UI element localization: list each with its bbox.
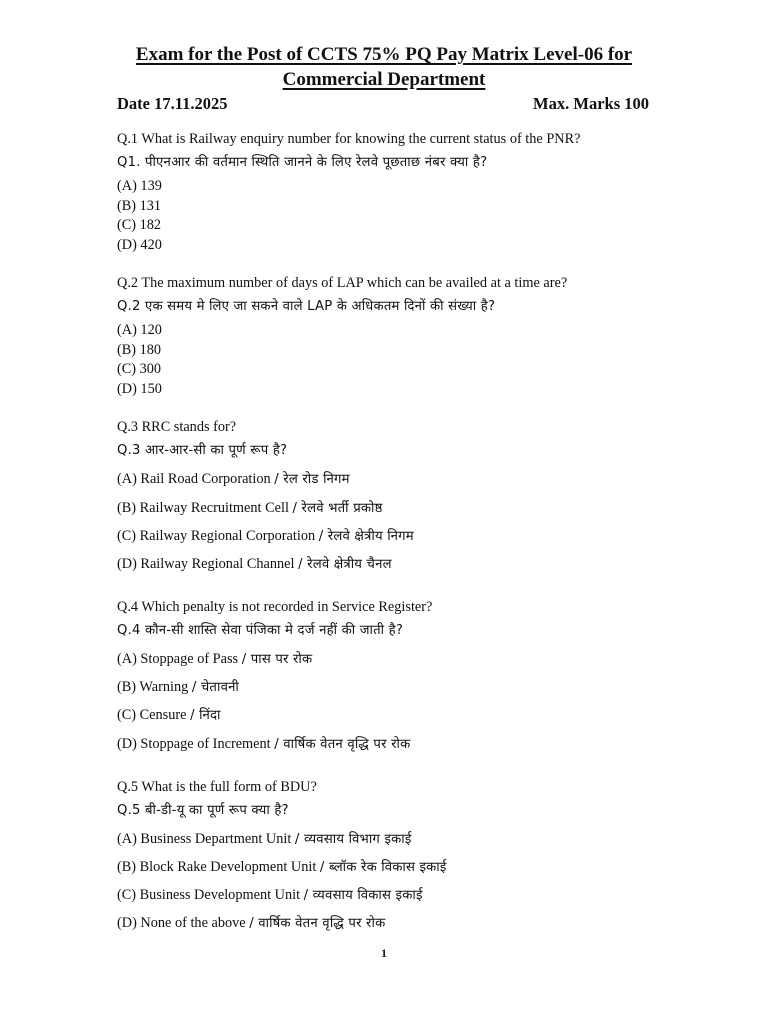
option-hindi: / वार्षिक वेतन वृद्धि पर रोक <box>274 737 411 752</box>
question-2-option-a: (A) 120 <box>117 322 162 338</box>
option-hindi: / वार्षिक वेतन वृद्धि पर रोक <box>249 916 386 931</box>
question-1-english: Q.1 What is Railway enquiry number for knowing the current status of the PNR? <box>117 131 581 147</box>
option-english: (D) None of the above <box>117 915 246 931</box>
option-hindi: / रेलवे क्षेत्रीय चैनल <box>298 557 392 572</box>
option-hindi: / व्यवसाय विकास इकाई <box>303 888 423 903</box>
question-3-option-c <box>117 527 414 546</box>
option-english: (A) Business Department Unit <box>117 831 292 847</box>
option-hindi: / रेलवे भर्ती प्रकोष्ठ <box>292 501 383 516</box>
option-english: (B) Warning <box>117 679 189 695</box>
exam-date: Date 17.11.2025 <box>117 94 228 113</box>
question-4-hindi: Q.4 कौन-सी शास्ति सेवा पंजिका मे दर्ज नहीं की जाती है? <box>117 623 404 638</box>
question-2-option-b: (B) 180 <box>117 342 162 358</box>
question-1-option-a: (A) 139 <box>117 178 162 194</box>
question-3-hindi: Q.3 आर-आर-सी का पूर्ण रूप है? <box>117 443 288 458</box>
option-english: (C) Censure <box>117 707 187 723</box>
question-4-option-a <box>117 650 312 669</box>
option-english: (D) Railway Regional Channel <box>117 556 295 572</box>
question-2-english: Q.2 The maximum number of days of LAP which can be availed at a time are? <box>117 275 568 291</box>
option-hindi: / व्यवसाय विभाग इकाई <box>294 832 412 847</box>
option-hindi: / रेलवे क्षेत्रीय निगम <box>318 529 414 544</box>
question-3-english: Q.3 RRC stands for? <box>117 419 237 435</box>
option-hindi: / ब्लॉक रेक विकास इकाई <box>319 860 447 875</box>
question-4-option-c <box>117 706 221 725</box>
option-english: (C) Railway Regional Corporation <box>117 528 316 544</box>
option-hindi: / पास पर रोक <box>241 652 313 667</box>
max-marks: Max. Marks 100 <box>533 94 649 113</box>
question-4-english: Q.4 Which penalty is not recorded in Service Register? <box>117 599 433 615</box>
question-3-option-d <box>117 555 392 574</box>
question-1-option-d: (D) 420 <box>117 237 162 253</box>
option-english: (B) Block Rake Development Unit <box>117 859 317 875</box>
exam-title-line-1: Exam for the Post of CCTS 75% PQ Pay Matrix Level-06 for <box>135 44 633 65</box>
question-2-hindi: Q.2 एक समय मे लिए जा सकने वाले LAP के अधिकतम दिनों की संख्या है? <box>117 299 496 314</box>
question-4-option-b <box>117 678 239 697</box>
question-2-option-c: (C) 300 <box>117 361 162 377</box>
page-number: 1 <box>381 948 387 960</box>
option-english: (B) Railway Recruitment Cell <box>117 500 289 516</box>
question-2-option-d: (D) 150 <box>117 381 162 397</box>
question-5-option-b <box>117 858 447 877</box>
question-1-option-b: (B) 131 <box>117 198 162 214</box>
question-5-option-a <box>117 830 412 849</box>
option-english: (A) Rail Road Corporation <box>117 471 271 487</box>
option-english: (C) Business Development Unit <box>117 887 301 903</box>
question-3-option-a <box>117 470 350 489</box>
question-5-option-d <box>117 914 385 933</box>
option-hindi: / चेतावनी <box>191 680 240 695</box>
question-4-option-d <box>117 735 410 754</box>
question-1-option-c: (C) 182 <box>117 217 162 233</box>
question-5-option-c <box>117 886 423 905</box>
option-hindi: / रेल रोड निगम <box>274 472 350 487</box>
question-5-english: Q.5 What is the full form of BDU? <box>117 779 317 795</box>
exam-title-line-2: Commercial Department <box>282 69 486 90</box>
option-hindi: / निंदा <box>190 708 221 723</box>
option-english: (D) Stoppage of Increment <box>117 736 271 752</box>
question-1-hindi: Q1. पीएनआर की वर्तमान स्थिति जानने के लिए रेलवे पूछताछ नंबर क्या है? <box>117 155 488 170</box>
question-3-option-b <box>117 499 383 518</box>
option-english: (A) Stoppage of Pass <box>117 651 239 667</box>
question-5-hindi: Q.5 बी-डी-यू का पूर्ण रूप क्या है? <box>117 803 289 818</box>
